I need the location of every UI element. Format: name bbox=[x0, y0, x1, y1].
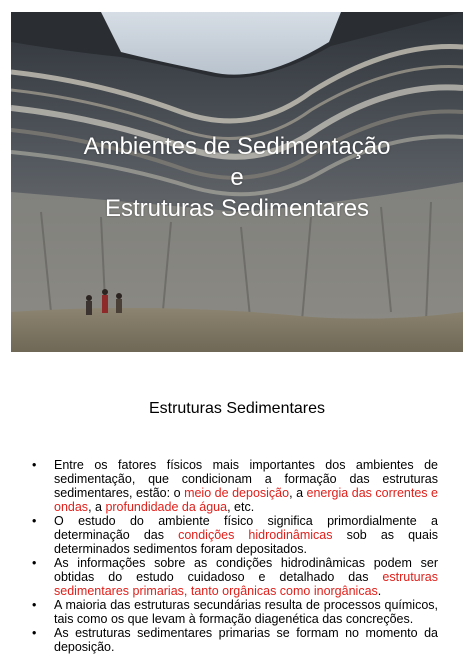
bullet-icon: • bbox=[32, 556, 37, 570]
bullet-icon: • bbox=[32, 626, 37, 640]
bullet-text: , a bbox=[289, 486, 307, 500]
bullet-text: As estruturas sedimentares primarias se formam no momento da deposição. bbox=[54, 626, 438, 654]
title-line-3: Estruturas Sedimentares bbox=[104, 195, 370, 222]
title-line-1: Ambientes de Sedimentação bbox=[83, 133, 391, 160]
title-line-2: e bbox=[230, 164, 244, 191]
list-item bbox=[28, 556, 438, 598]
list-item bbox=[28, 458, 438, 514]
bullet-text: , etc. bbox=[227, 500, 255, 514]
highlight-text: energia das correntes e ondas bbox=[54, 486, 438, 514]
text-slide bbox=[0, 360, 474, 654]
bullet-list bbox=[28, 458, 438, 654]
highlight-text: condições hidrodinâmicas bbox=[178, 528, 333, 542]
bullet-text: Entre os fatores físicos mais importantes dos ambientes de sedimentação, que condicionam a formação das estruturas sedimentares, estão: o bbox=[54, 458, 438, 500]
slide-heading: Estruturas Sedimentares bbox=[148, 400, 326, 417]
bullet-text: . bbox=[377, 584, 382, 598]
bullet-text: sob as quais determinados sedimentos foram depositados. bbox=[54, 528, 438, 556]
bullet-icon: • bbox=[32, 458, 37, 472]
bullet-text: , a bbox=[88, 500, 106, 514]
bullet-text: As informações sobre as condições hidrodinâmicas podem ser obtidas do estudo cuidadoso e detalhado das bbox=[54, 556, 438, 584]
list-item bbox=[28, 626, 438, 654]
bullet-icon: • bbox=[32, 514, 37, 528]
list-item bbox=[28, 514, 438, 556]
bullet-icon: • bbox=[32, 598, 37, 612]
highlight-text: estruturas sedimentares primarias, tanto orgânicas como inorgânicas bbox=[54, 570, 438, 598]
slide-title bbox=[11, 131, 463, 224]
highlight-text: profundidade da água bbox=[105, 500, 228, 514]
bullet-text: A maioria das estruturas secundárias resulta de processos químicos, tais como os que levam à formação diagenética das concreções. bbox=[54, 598, 438, 626]
bullet-text: O estudo do ambiente físico significa primordialmente a determinação das bbox=[54, 514, 438, 542]
list-item bbox=[28, 598, 438, 626]
highlight-text: meio de deposição bbox=[184, 486, 290, 500]
